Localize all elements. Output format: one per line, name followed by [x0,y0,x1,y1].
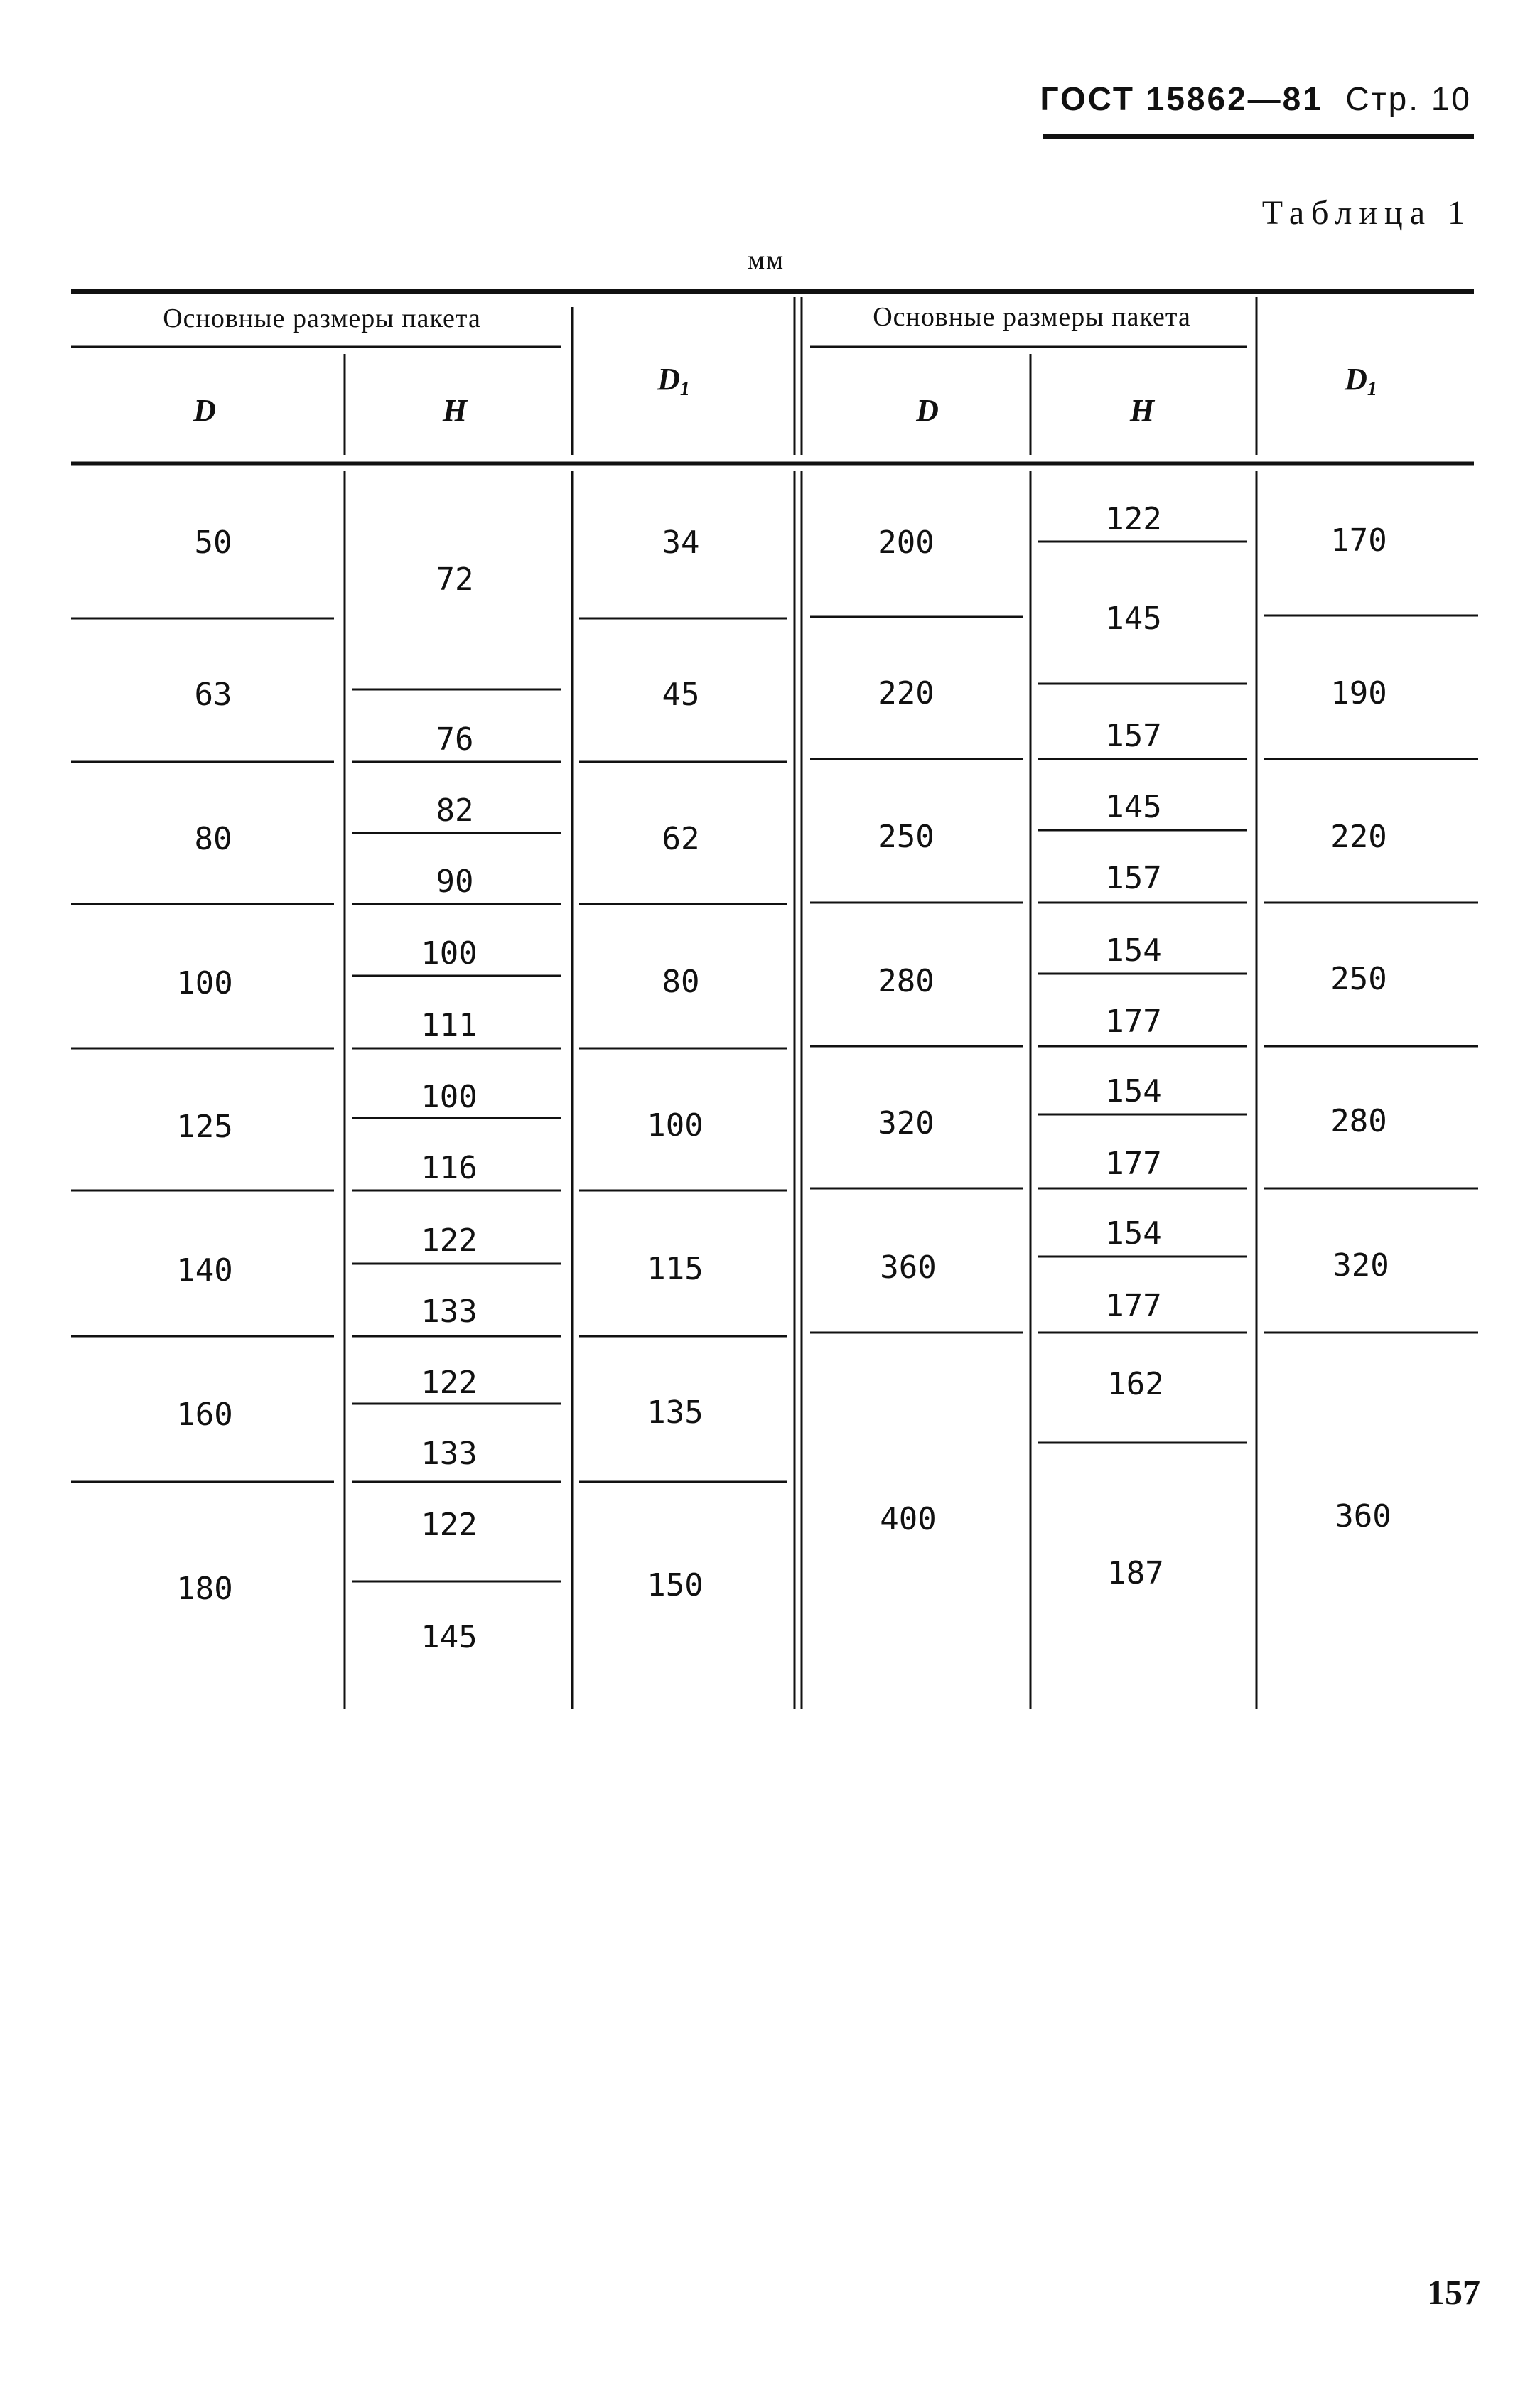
header-group-left: Основные размеры пакета [163,303,481,333]
left-d1-cell: 80 [662,964,700,1000]
header-d-left: D [193,393,216,428]
header-h-left: H [442,393,468,428]
right-h-cell: 187 [1107,1555,1164,1591]
header-d1-right [1344,362,1377,400]
right-h-cell: 157 [1105,860,1162,896]
left-d-cell: 140 [176,1252,233,1289]
header-d1-left-main: D [657,362,680,397]
right-d-cell: 320 [878,1105,935,1141]
right-h-cell: 145 [1105,601,1162,637]
right-d1-cell: 250 [1330,961,1387,997]
left-d-cell: 180 [176,1571,233,1607]
left-d-cell: 100 [176,965,233,1001]
right-h-cell: 145 [1105,789,1162,825]
right-h-cell: 154 [1105,1073,1162,1109]
left-h-cell: 116 [421,1150,478,1186]
page-reference: Стр. 10 [1345,80,1472,117]
left-d-cell: 160 [176,1397,233,1433]
header-d1-left-sub: 1 [679,378,690,400]
left-d-cell: 125 [176,1109,233,1145]
right-d1-cell: 220 [1330,819,1387,855]
left-h-cell: 82 [436,792,474,829]
right-d1-cell: 360 [1335,1498,1391,1534]
right-d1-cell: 280 [1330,1103,1387,1139]
right-h-cell: 177 [1105,1004,1162,1040]
left-h-cell: 145 [421,1619,478,1655]
right-h-cell: 177 [1105,1288,1162,1324]
left-d1-cell: 100 [647,1107,704,1144]
right-d-cell: 220 [878,675,935,711]
left-d1-cell: 34 [662,525,700,561]
right-d1-cell: 190 [1330,675,1387,711]
right-h-cell: 177 [1105,1146,1162,1182]
right-d-cell: 280 [878,963,935,999]
right-d-cell: 200 [878,525,935,561]
left-h-cell: 133 [421,1436,478,1472]
header-d1-right-sub: 1 [1367,378,1377,400]
page-number: 157 [1427,2272,1480,2312]
header-h-right: H [1129,393,1155,428]
left-d-cell: 63 [194,677,232,713]
left-h-cell: 90 [436,864,474,900]
left-d1-cell: 62 [662,821,700,857]
table-caption: Таблица 1 [1261,194,1472,232]
left-d-cell: 50 [194,525,232,561]
right-h-cell: 162 [1107,1366,1164,1402]
left-h-cell: 72 [436,561,474,598]
left-h-cell: 76 [436,721,474,758]
header-d1-left [657,362,690,400]
right-d-cell: 400 [880,1501,937,1537]
right-h-cell: 154 [1105,932,1162,969]
left-h-cell: 111 [421,1007,478,1043]
left-h-cell: 100 [421,935,478,972]
right-h-cell: 157 [1105,718,1162,754]
units-label: мм [748,245,785,275]
left-d1-cell: 135 [647,1394,704,1431]
left-h-cell: 122 [421,1222,478,1259]
header-d1-right-main: D [1345,362,1367,397]
header-d-right: D [916,393,939,428]
right-h-cell: 122 [1105,501,1162,537]
right-d-cell: 250 [878,819,935,855]
left-d1-cell: 45 [662,677,700,713]
right-h-cell: 154 [1105,1215,1162,1252]
left-d1-cell: 115 [647,1251,704,1287]
right-d1-cell: 170 [1330,522,1387,559]
right-d1-cell: 320 [1332,1247,1389,1284]
header-group-right: Основные размеры пакета [873,302,1191,332]
right-d-cell: 360 [880,1249,937,1286]
left-h-cell: 122 [421,1365,478,1401]
left-h-cell: 133 [421,1294,478,1330]
left-h-cell: 100 [421,1079,478,1115]
standard-number: ГОСТ 15862—81 [1040,80,1323,117]
left-d-cell: 80 [194,821,232,857]
left-d1-cell: 150 [647,1567,704,1603]
left-h-cell: 122 [421,1507,478,1543]
